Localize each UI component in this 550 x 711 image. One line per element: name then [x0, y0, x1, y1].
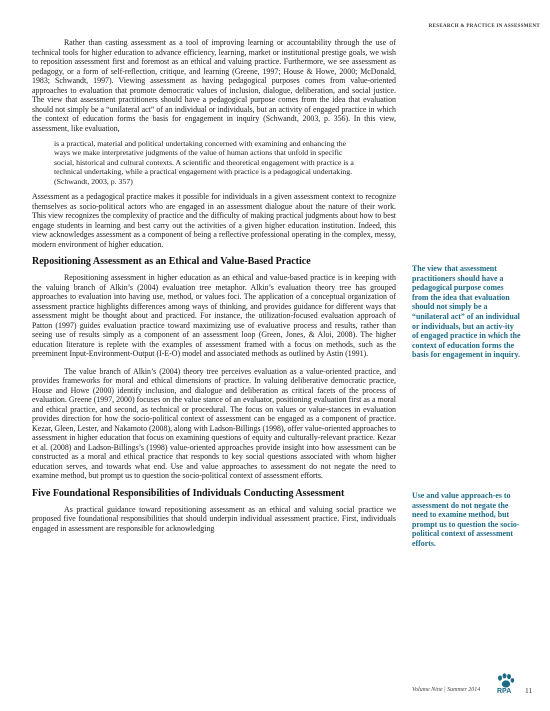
pull-quote-1: The view that assessment practitioners should have a pedagogical purpose comes from the idea that evaluation should not simply be a “unilateral act” of an individual or individuals, but an activ-ity of engaged practice in which the context of education forms the basis for engagement in inquiry. — [412, 264, 521, 360]
rpa-logo — [496, 673, 516, 699]
body-paragraph-4: The value branch of Alkin’s (2004) theory tree perceives evaluation as a value-oriented practice, and provides frameworks for moral and ethical dimensions of practice. In valuing deliberative democratic practice, House and Howe (2000) identify inclusion, and dialogue and deliberation as critical facets of the process of evaluation. Greene (1997, 2000) focuses on the value stance of an evaluator, positioning evaluation first as a moral and ethical practice, and second, as technical or procedural. The focus on values or value-stances in evaluation provides direction for how the socio-political context of assessment can be engaged as a component of practice. Kezar, Gleen, Lester, and Nakamoto (2008), along with Ladson-Billings (1998), offer value-oriented approaches to assessment in higher education that focus on examining questions of equity and culturally-relevant practice. Kezar et al. (2008) and Ladson-Billings’s (1998) value-oriented approaches provide insight into how assessment can be constructed as a moral and ethical practice that responds to key social questions associated with whom higher education serves, and towards what end. Use and value approaches to assessment do not negate the need to examine method, but prompt us to question the socio-political context of assessment efforts. — [32, 366, 396, 481]
body-paragraph-2: Assessment as a pedagogical practice makes it possible for individuals in a given assessment context to recognize themselves as socio-political actors who are engaged in an assessment dialogue about the nature of their work. This view recognizes the complexity of practice and the difficulty of making practical judgments about how to best engage students in learning and best carry out the activities of a given higher education institution. Indeed, this view acknowledges assessment as a component of being a reflective professional operating in the complex, messy, modern environment of higher education. — [32, 192, 396, 249]
main-column — [32, 38, 396, 533]
body-paragraph-1: Rather than casting assessment as a tool of improving learning or accountability through the use of technical tools for higher education to advance efficiency, learning, market or institutional prestige goals, we wish to reposition assessment first and foremost as an ethical and valuing practice. Furthermore, we see assessment as pedagogy, or a form of self-reflection, critique, and learning (Greene, 1997; House & Howe, 2000; McDonald, 1983; Schwandt, 1997). Viewing assessment as having pedagogical purposes comes from value-oriented approaches to evaluation that promote democratic values of inclusion, dialogue, deliberation, and social justice. The view that assessment practitioners should have a pedagogical purpose comes from the idea that evaluation should not simply be a “unilateral act” of an individual or individuals, but an activity of engaged practice in which the context of education forms the basis for engagement in inquiry (Schwandt, 2003, p. 356). In this view, assessment, like evaluation, — [32, 38, 396, 133]
section-heading-repositioning: Repositioning Assessment as an Ethical and Value-Based Practice — [32, 256, 311, 268]
body-paragraph-3: Repositioning assessment in higher education as an ethical and value-based practice is in keeping with the valuing branch of Alkin’s (2004) evaluation tree metaphor. Alkin’s evaluation theory tree has grouped approaches to evaluation into having use, method, or values foci. The application of a conceptual organization of assessment practice highlights differences among ways of thinking, and provides guidance for different ways that assessment might be thought about and practiced. For instance, the utilization-focused evaluation approach of Patton (1997) guides evaluation practice toward maximizing use of evaluative process and results, rather than seeing use of results simply as a component of an assessment loop (Green, Jones, & Aloi, 2008). The higher education literature is replete with the examples of assessment framed with a focus on methods, such as the preeminent Input-Environment-Output (I-E-O) model and associated methods as outlined by Astin (1991). — [32, 273, 396, 359]
page-number: 11 — [525, 686, 533, 695]
pull-quote-2: Use and value approach-es to assessment do not negate the need to examine method, but prompt us to question the socio-political context of assessment efforts. — [412, 491, 520, 548]
running-head: RESEARCH & PRACTICE IN ASSESSMENT — [428, 24, 540, 29]
block-quote: is a practical, material and political undertaking concerned with examining and enhancing the ways we make interpretative judgments of the value of human actions that unfold in specific social, historical and cultural contexts. A scientific and theoretical engagement with practice is a technical undertaking, while a practical engagement with practice is a pedagogical undertaking. (Schwandt, 2003, p. 357) — [54, 139, 354, 186]
paw-print-icon — [496, 673, 516, 689]
journal-issue: Volume Nine | Summer 2014 — [412, 687, 481, 693]
section-heading-five-responsibilities: Five Foundational Responsibilities of Individuals Conducting Assessment — [32, 487, 345, 499]
body-paragraph-5: As practical guidance toward repositioning assessment as an ethical and valuing social practice we proposed five foundational responsibilities that should underpin individual assessment practice. First, individuals engaged in assessment are responsible for acknowledging — [32, 504, 396, 533]
logo-text: RPA — [497, 688, 512, 695]
page-footer — [412, 683, 540, 703]
